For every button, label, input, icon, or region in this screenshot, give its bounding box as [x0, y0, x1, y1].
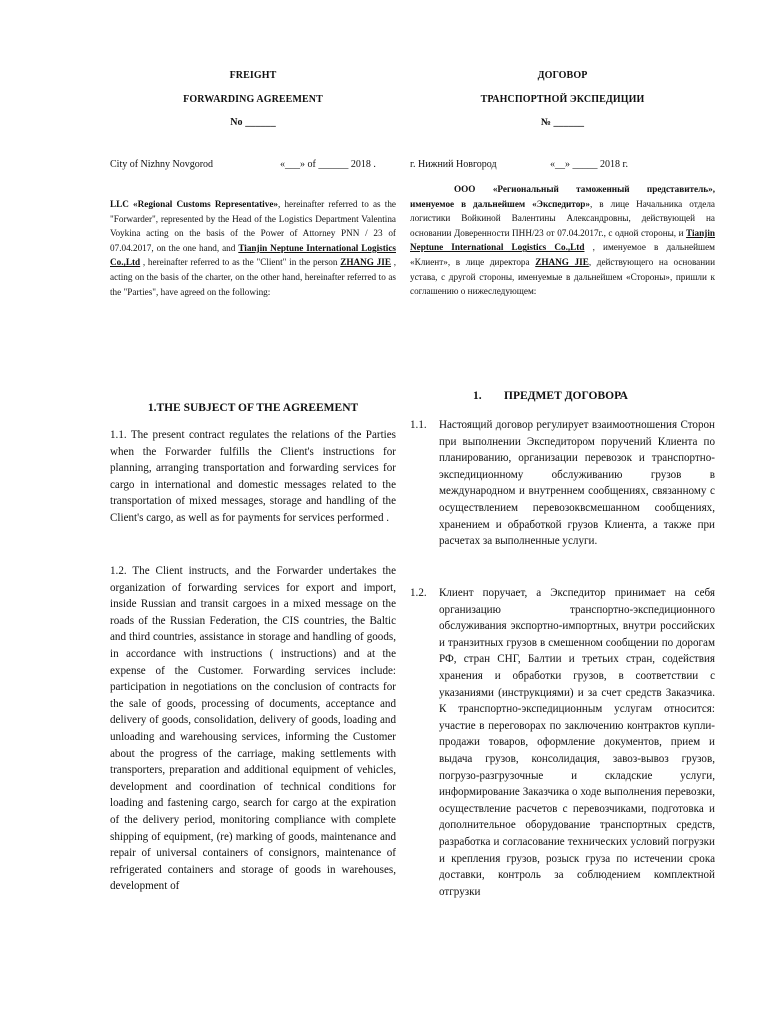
title-line-1: FREIGHT — [229, 70, 277, 81]
city: г. Нижний Новгород — [410, 159, 497, 170]
clause-number: 1.1. — [410, 419, 427, 431]
forwarder-name: ООО «Региональный таможенный представитель», именуемое в дальнейшем «Экспедитор» — [410, 184, 715, 209]
client-name: Tianjin Neptune International Logistics Co.,Ltd — [110, 242, 396, 268]
section-heading: 1.THE SUBJECT OF THE AGREEMENT — [147, 402, 359, 414]
preamble-text-2: , именуемое в дальнейшем «Клиент», в лице директора — [410, 242, 715, 267]
preamble-text-3: , acting on the basis of the charter, on the other hand, hereinafter referred to as the "Parties", have agreed on the following: — [110, 257, 397, 297]
client-name: Tianjin Neptune International Logistics Co.,Ltd — [410, 227, 715, 253]
title-line-1: ДОГОВОР — [537, 70, 588, 81]
date: «___» of ______ 2018 . — [280, 159, 376, 170]
clause-number: 1.2. — [410, 587, 427, 599]
preamble — [410, 182, 715, 299]
contract-number: No ______ — [230, 117, 276, 128]
section-number: 1. — [473, 390, 482, 402]
contract-number: № ______ — [540, 117, 585, 128]
title-line-2: FORWARDING AGREEMENT — [183, 94, 323, 105]
director-name: ZHANG JIE — [535, 256, 589, 267]
clause-text: Клиент поручает, а Экспедитор принимает на себя организацию транспортно-экспедиционного обслуживания экспортно-импортных, внутри российских и транзитных грузов в смешенном сообщении по дорогам РФ, стран СНГ, Балтии и третьих стран, содействия хранения и обработки грузов, в соответствии с указаниями (инструкциями) и за счет средств Заказчика. К транспортно-экспедиционным услугам относится: участие в переговорах по заключению контрактов купли-продажи товаров, оформление документов, прием и выдача грузов, консолидация, завоз-вывоз грузов, погрузо-разгрузочные и складские услуги, информирование Заказчика о ходе выполнения перевозки, осуществление расчетов с перевозчиками, подготовка и дополнительное оборудование транспортных средств, разработка и согласование технических условий погрузки и крепления грузов, розыск груза по истечении срока доставки, контроль за соблюдением комплектной отгрузки — [439, 587, 715, 898]
preamble — [110, 197, 396, 299]
date: «__» _____ 2018 г. — [550, 159, 628, 170]
clause-1-1: 1.1. The present contract regulates the relations of the Parties when the Forwarder fulfills the Client's instructions for planning, arranging transportation and forwarding services for cargo in international and domestic messages related to the transportation of mixed messages, storage and handling of the Client's cargo, as well as for payments for services performed . — [110, 429, 396, 524]
title-line-2: ТРАНСПОРТНОЙ ЭКСПЕДИЦИИ — [480, 94, 645, 105]
section-title: ПРЕДМЕТ ДОГОВОРА — [504, 390, 628, 402]
forwarder-name: LLC «Regional Customs Representative» — [110, 199, 278, 209]
preamble-text-1: , hereinafter referred to as the "Forwarder", represented by the Head of the Logistics Department Valentina Voykina acting on the basis of the Power of Attorney PNN / 23 of 07.04.2017, on the one hand, and — [110, 199, 396, 253]
preamble-text-3: , действующего на основании устава, с другой стороны, именуемые в дальнейшем «Стороны», пришли к соглашению о нижеследующем: — [410, 256, 715, 297]
city: City of Nizhny Novgorod — [110, 159, 214, 170]
clause-text: Настоящий договор регулирует взаимоотношения Сторон при выполнении Экспедитором поручений Клиента по планированию, организации перевозок и транспортно-экспедиционному обслуживанию грузов в международном и внутреннем сообщениях, связанному с осуществлением перевозоквсмешанном сообщениях, хранением и обработкой грузов Клиента, а также при расчетах за выполненные услуги. — [439, 419, 715, 548]
director-name: ZHANG JIE — [340, 257, 391, 268]
preamble-text-2: , hereinafter referred to as the "Client" in the person — [140, 257, 341, 268]
clause-1-2: 1.2. The Client instructs, and the Forwarder undertakes the organization of forwarding services for export and import, inside Russian and transit cargoes in a mixed message on the roads of the Russian Federation, the CIS countries, the Baltic and third countries, assistance in storage and handling of goods, in accordance with instructions ( instructions) and at the expense of the Customer. Forwarding services include: participation in negotiations on the conclusion of contracts for the sale of goods, processing of documents, acceptance and delivery of goods, consolidation, delivery of goods, loading and unloading and warehousing services, informing the Customer about the progress of the carriage, making settlements with transporters, preparation and additional equipment of vehicles, development and coordination of technical conditions for loading and fastening cargo, search for cargo at the expiration of the delivery period, monitoring compliance with complete shipping of equipment, (re) marking of goods, maintenance and repair of universal containers of consignors, maintenance of refrigerated containers and storage of goods in warehouses, development of — [110, 565, 396, 893]
preamble-text-1: , в лице Начальника отдела логистики Войкиной Валентины Александровны, действующей на основании Доверенности ПНН/23 от 07.04.2017г., с одной стороны, и — [410, 198, 716, 238]
